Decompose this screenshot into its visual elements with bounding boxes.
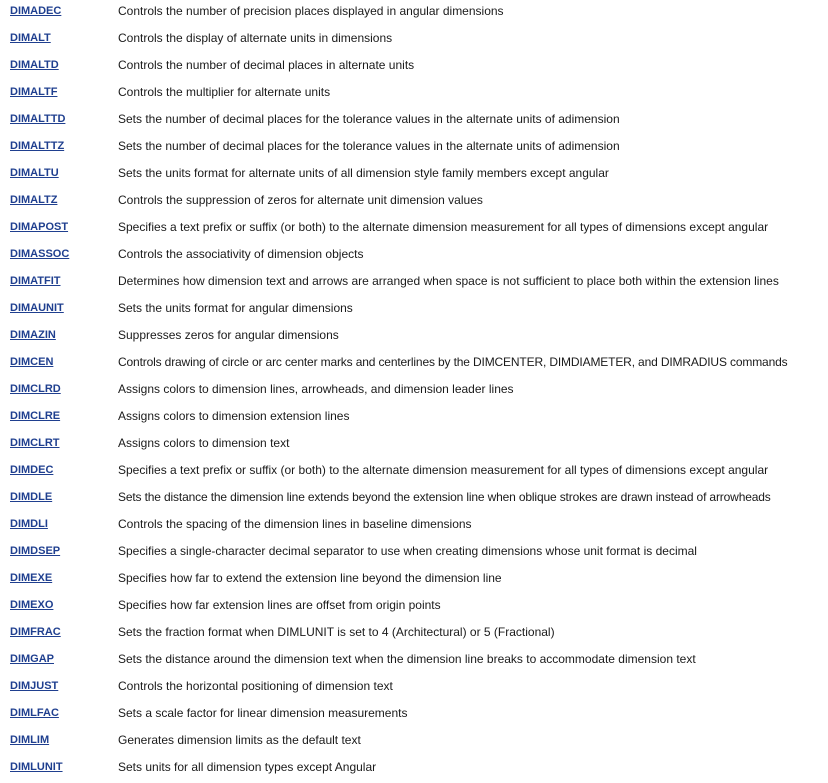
variable-link[interactable]: DIMFRAC xyxy=(10,626,61,638)
list-item xyxy=(0,405,828,432)
variable-link[interactable]: DIMDLE xyxy=(10,491,53,503)
list-item xyxy=(0,675,828,702)
variable-description: Sets a scale factor for linear dimension measurements xyxy=(118,706,408,720)
list-item xyxy=(0,540,828,567)
variable-link[interactable]: DIMGAP xyxy=(10,653,54,665)
variable-link[interactable]: DIMALTTD xyxy=(10,113,66,125)
list-item xyxy=(0,297,828,324)
variable-link[interactable]: DIMALT xyxy=(10,32,51,44)
variable-description: Assigns colors to dimension extension lines xyxy=(118,409,350,423)
variable-description: Controls the multiplier for alternate units xyxy=(118,85,331,99)
list-item xyxy=(0,243,828,270)
variable-description: Generates dimension limits as the default text xyxy=(118,733,361,747)
list-item xyxy=(0,486,828,513)
variable-description: Assigns colors to dimension lines, arrowheads, and dimension leader lines xyxy=(118,382,514,396)
variable-description: Sets the number of decimal places for the tolerance values in the alternate units of adimension xyxy=(118,112,620,126)
variable-description: Sets the distance the dimension line extends beyond the extension line when oblique strokes are drawn instead of arrowheads xyxy=(118,490,771,504)
list-item xyxy=(0,108,828,135)
variable-link[interactable]: DIMLIM xyxy=(10,734,50,746)
list-item xyxy=(0,378,828,405)
list-item xyxy=(0,81,828,108)
variable-link[interactable]: DIMALTD xyxy=(10,59,59,71)
list-item xyxy=(0,729,828,756)
variable-description: Controls the horizontal positioning of dimension text xyxy=(118,679,393,693)
variable-description: Controls the suppression of zeros for alternate unit dimension values xyxy=(118,193,483,207)
list-item xyxy=(0,135,828,162)
variable-link[interactable]: DIMEXO xyxy=(10,599,54,611)
variable-link[interactable]: DIMALTTZ xyxy=(10,140,65,152)
list-item xyxy=(0,459,828,486)
list-item xyxy=(0,702,828,729)
variable-description: Controls the spacing of the dimension lines in baseline dimensions xyxy=(118,517,472,531)
variable-description: Specifies a text prefix or suffix (or both) to the alternate dimension measurement for all types of dimensions except angular xyxy=(118,220,769,234)
variable-link[interactable]: DIMCLRD xyxy=(10,383,61,395)
list-item xyxy=(0,351,828,378)
variable-link[interactable]: DIMCLRE xyxy=(10,410,61,422)
variable-description: Controls the associativity of dimension objects xyxy=(118,247,364,261)
variable-link[interactable]: DIMAUNIT xyxy=(10,302,64,314)
variable-description: Specifies how far to extend the extension line beyond the dimension line xyxy=(118,571,502,585)
variable-link[interactable]: DIMJUST xyxy=(10,680,59,692)
list-item xyxy=(0,648,828,675)
list-item xyxy=(0,216,828,243)
variable-description: Assigns colors to dimension text xyxy=(118,436,290,450)
variable-link[interactable]: DIMLFAC xyxy=(10,707,59,719)
list-item xyxy=(0,567,828,594)
variable-description: Controls drawing of circle or arc center marks and centerlines by the DIMCENTER, DIMDIAMETER, and DIMRADIUS commands xyxy=(118,355,788,369)
variable-description: Sets the distance around the dimension text when the dimension line breaks to accommodate dimension text xyxy=(118,652,696,666)
variable-description: Controls the number of decimal places in alternate units xyxy=(118,58,415,72)
variable-description: Suppresses zeros for angular dimensions xyxy=(118,328,339,342)
variable-description: Sets units for all dimension types except Angular xyxy=(118,760,377,774)
variable-description: Sets the units format for angular dimensions xyxy=(118,301,353,315)
variable-link[interactable]: DIMALTZ xyxy=(10,194,58,206)
variable-link[interactable]: DIMCEN xyxy=(10,356,54,368)
list-item xyxy=(0,54,828,81)
list-item xyxy=(0,162,828,189)
variable-description: Sets the number of decimal places for the tolerance values in the alternate units of adimension xyxy=(118,139,620,153)
variable-link[interactable]: DIMAPOST xyxy=(10,221,69,233)
variable-description: Controls the display of alternate units in dimensions xyxy=(118,31,393,45)
variable-link[interactable]: DIMLUNIT xyxy=(10,761,63,773)
variable-link[interactable]: DIMADEC xyxy=(10,5,62,17)
variable-link[interactable]: DIMASSOC xyxy=(10,248,70,260)
variable-link[interactable]: DIMDSEP xyxy=(10,545,61,557)
list-item xyxy=(0,324,828,351)
variable-description: Specifies how far extension lines are offset from origin points xyxy=(118,598,441,612)
variable-link[interactable]: DIMALTF xyxy=(10,86,58,98)
list-item xyxy=(0,621,828,648)
variable-link[interactable]: DIMDLI xyxy=(10,518,48,530)
variable-description: Sets the units format for alternate units of all dimension style family members except angular xyxy=(118,166,609,180)
list-item xyxy=(0,189,828,216)
variable-link[interactable]: DIMCLRT xyxy=(10,437,60,449)
variable-description: Sets the fraction format when DIMLUNIT is set to 4 (Architectural) or 5 (Fractional) xyxy=(118,625,555,639)
list-item xyxy=(0,270,828,297)
list-item xyxy=(0,432,828,459)
list-item xyxy=(0,27,828,54)
variable-link[interactable]: DIMEXE xyxy=(10,572,53,584)
variable-link[interactable]: DIMATFIT xyxy=(10,275,61,287)
list-item xyxy=(0,0,828,27)
list-item xyxy=(0,756,828,783)
variable-description: Controls the number of precision places displayed in angular dimensions xyxy=(118,4,504,18)
variable-link[interactable]: DIMALTU xyxy=(10,167,59,179)
variable-description: Specifies a single-character decimal separator to use when creating dimensions whose unit format is decimal xyxy=(118,544,697,558)
variable-description: Specifies a text prefix or suffix (or both) to the alternate dimension measurement for all types of dimensions except angular xyxy=(118,463,769,477)
variable-description: Determines how dimension text and arrows are arranged when space is not sufficient to place both within the extension lines xyxy=(118,274,779,288)
list-item xyxy=(0,594,828,621)
variable-link[interactable]: DIMAZIN xyxy=(10,329,56,341)
variable-link[interactable]: DIMDEC xyxy=(10,464,54,476)
list-item xyxy=(0,513,828,540)
